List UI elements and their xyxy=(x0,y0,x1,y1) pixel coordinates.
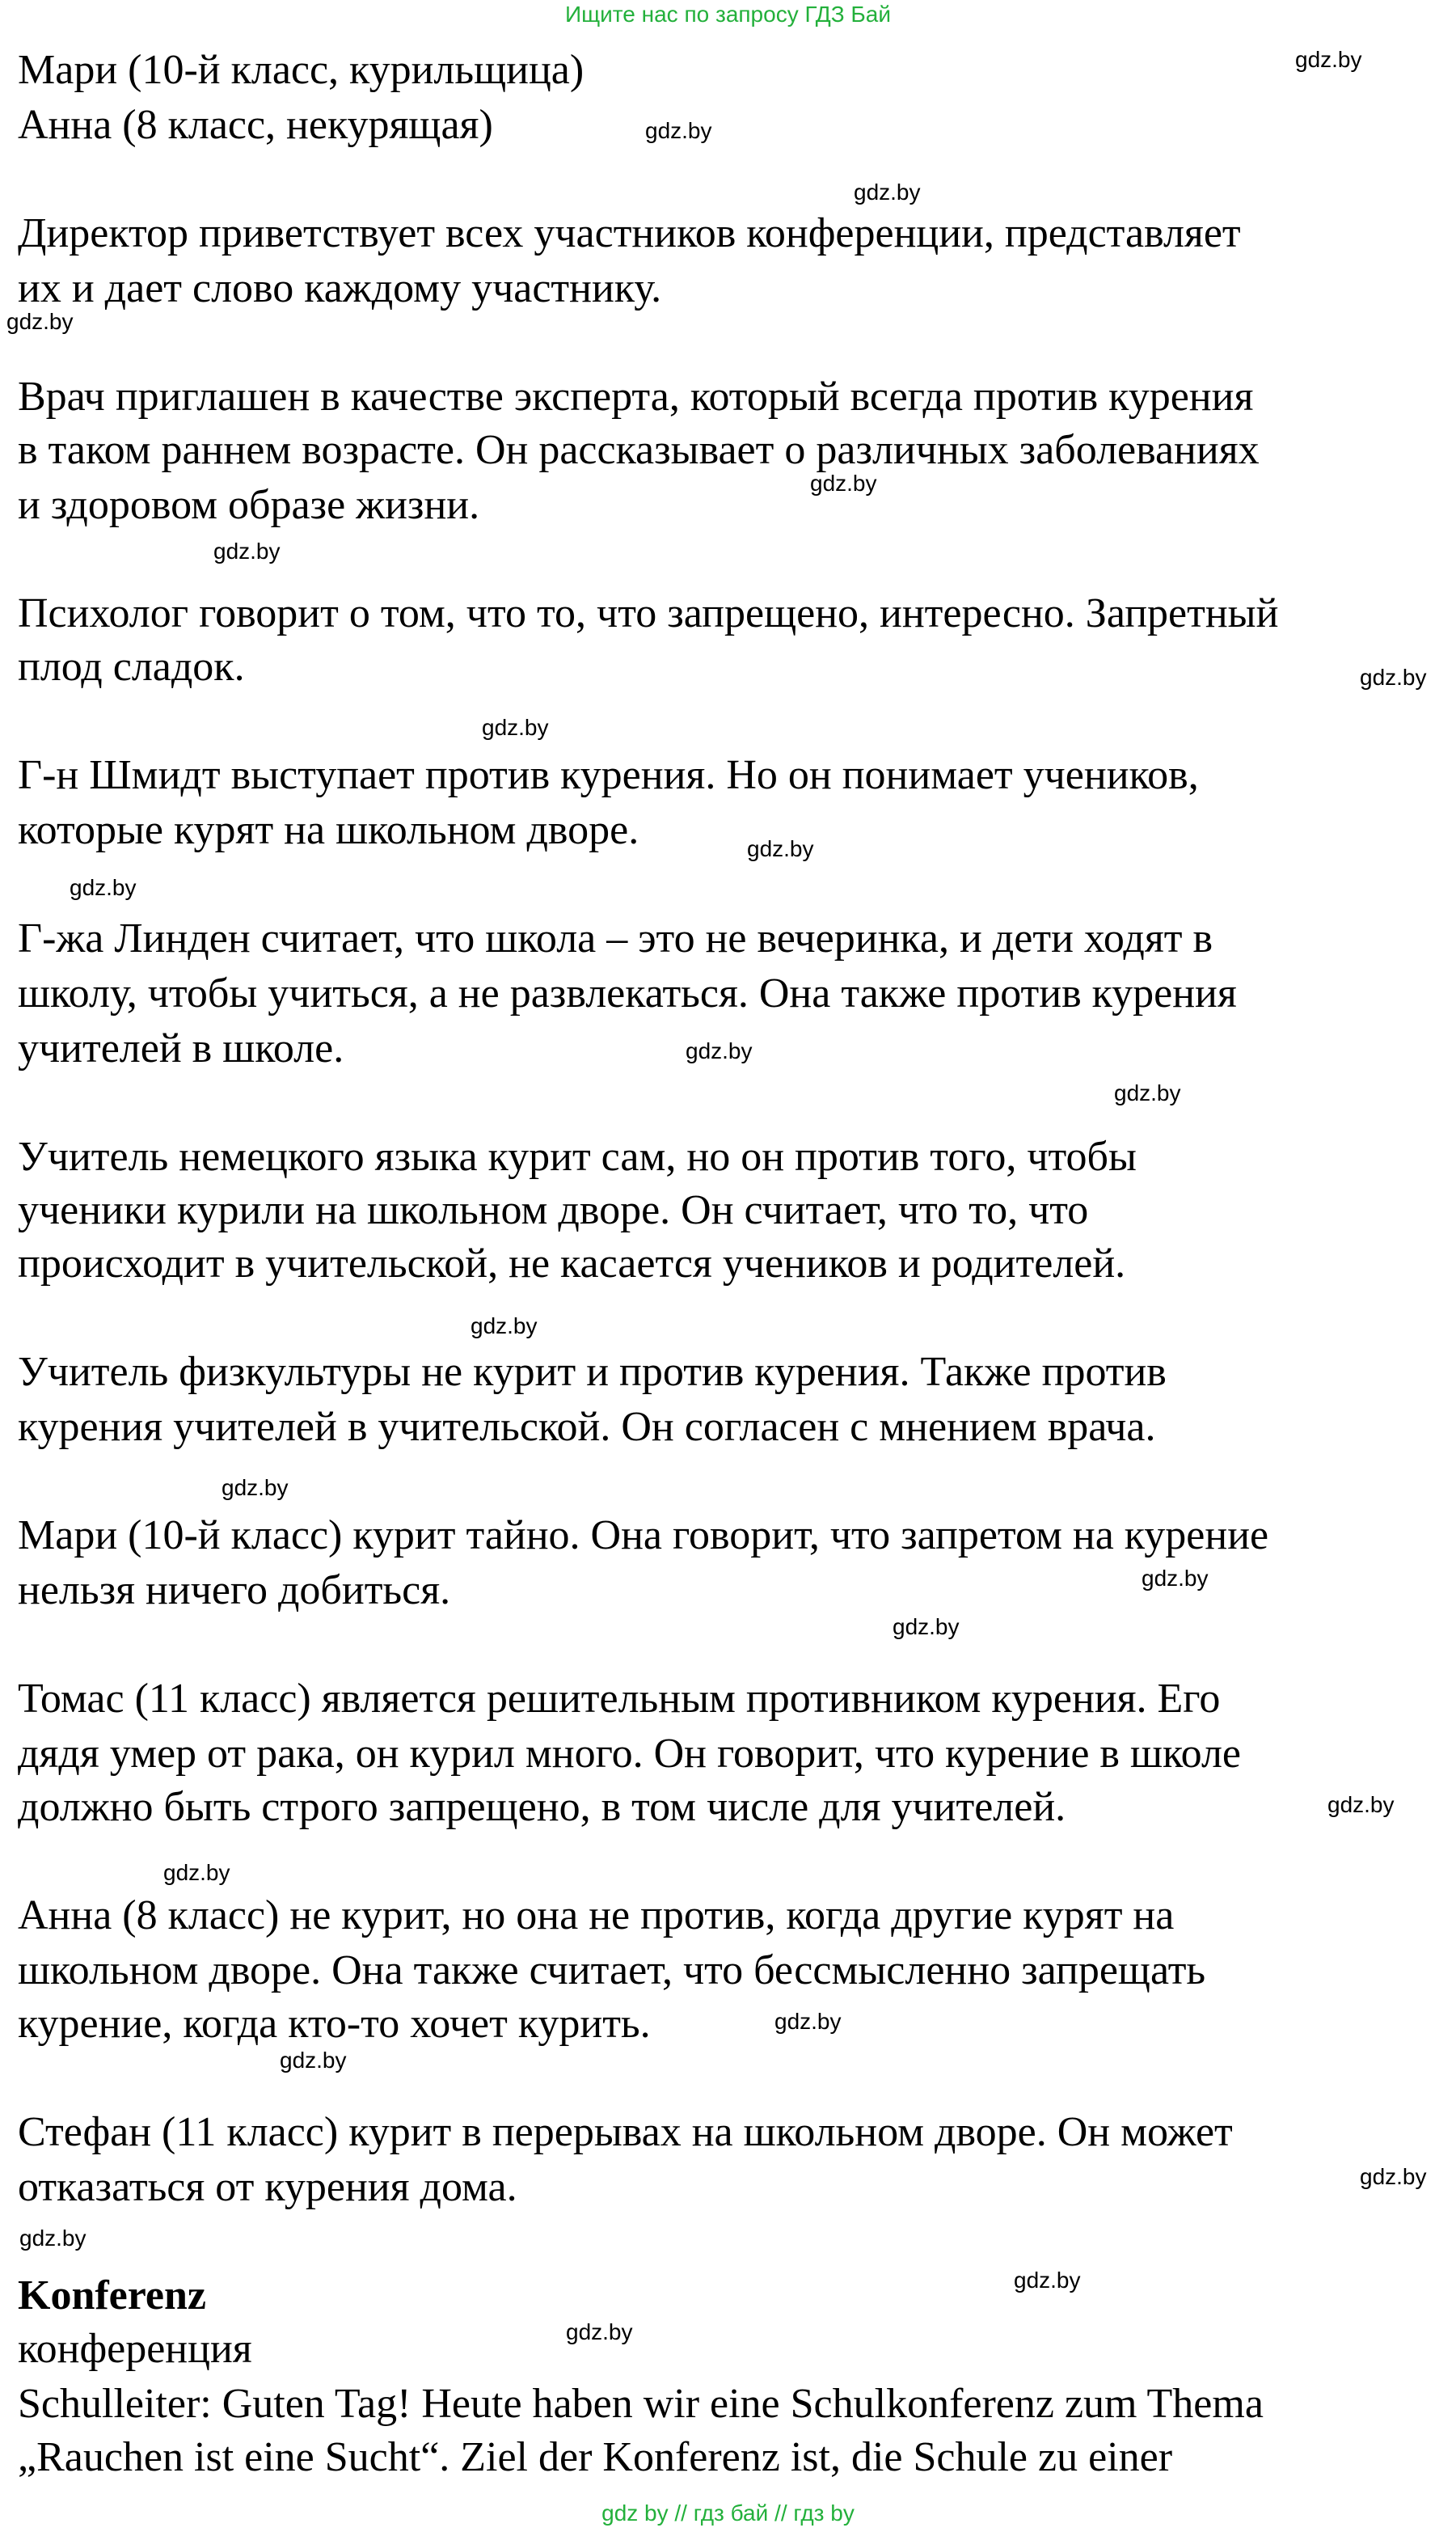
text-line: Учитель физкультуры не курит и против курения. Также против xyxy=(18,1349,1167,1395)
text-line: „Rauchen ist eine Sucht“. Ziel der Konferenz ist, die Schule zu einer xyxy=(18,2434,1173,2480)
text-line: школу, чтобы учиться, а не развлекаться. Она также против курения xyxy=(18,970,1237,1017)
watermark: gdz.by xyxy=(1014,2268,1081,2293)
watermark: gdz.by xyxy=(6,309,74,334)
watermark: gdz.by xyxy=(774,2009,842,2034)
text-line: Schulleiter: Guten Tag! Heute haben wir eine Schulkonferenz zum Thema xyxy=(18,2381,1264,2427)
text-line: Анна (8 класс) не курит, но она не против, когда другие курят на xyxy=(18,1892,1175,1938)
text-line: Учитель немецкого языка курит сам, но он против того, чтобы xyxy=(18,1134,1137,1180)
text-line: отказаться от курения дома. xyxy=(18,2164,517,2210)
watermark: gdz.by xyxy=(810,471,877,496)
watermark: gdz.by xyxy=(1114,1080,1181,1105)
watermark: gdz.by xyxy=(566,2319,633,2344)
text-line: ученики курили на школьном дворе. Он считает, что то, что xyxy=(18,1187,1089,1233)
watermark: gdz.by xyxy=(1327,1792,1395,1817)
watermark: gdz.by xyxy=(1360,2164,1427,2189)
watermark: gdz.by xyxy=(645,118,712,143)
text-line: Томас (11 класс) является решительным противником курения. Его xyxy=(18,1676,1221,1722)
text-line: Мари (10-й класс, курильщица) xyxy=(18,47,585,93)
watermark: gdz.by xyxy=(163,1860,230,1885)
watermark: gdz.by xyxy=(893,1614,960,1639)
watermark: gdz.by xyxy=(482,715,549,740)
text-line: происходит в учительской, не касается учеников и родителей. xyxy=(18,1241,1126,1287)
text-line: школьном дворе. Она также считает, что бессмысленно запрещать xyxy=(18,1947,1206,1993)
text-line: конференция xyxy=(18,2326,252,2372)
text-line: учителей в школе. xyxy=(18,1025,344,1072)
watermark: gdz.by xyxy=(1142,1566,1209,1591)
section-heading: Konferenz xyxy=(18,2272,206,2319)
text-line: Г-жа Линден считает, что школа – это не вечеринка, и дети ходят в xyxy=(18,915,1213,962)
text-line: нельзя ничего добиться. xyxy=(18,1567,451,1613)
text-line: и здоровом образе жизни. xyxy=(18,482,480,528)
text-line: которые курят на школьном дворе. xyxy=(18,807,639,853)
text-line: Мари (10-й класс) курит тайно. Она говорит, что запретом на курение xyxy=(18,1512,1269,1558)
watermark: gdz.by xyxy=(854,180,921,205)
top-banner: Ищите нас по запросу ГДЗ Бай xyxy=(564,2,892,27)
watermark: gdz.by xyxy=(471,1313,538,1338)
watermark: gdz.by xyxy=(747,836,814,861)
watermark: gdz.by xyxy=(280,2048,347,2073)
text-line: дядя умер от рака, он курил много. Он говорит, что курение в школе xyxy=(18,1731,1241,1777)
watermark: gdz.by xyxy=(222,1475,289,1500)
watermark: gdz.by xyxy=(70,875,137,900)
watermark: gdz.by xyxy=(213,539,281,564)
bottom-banner: gdz by // гдз бай // гдз by xyxy=(601,2500,855,2526)
text-line: в таком раннем возрасте. Он рассказывает о различных заболеваниях xyxy=(18,427,1260,473)
text-line: Директор приветствует всех участников конференции, представляет xyxy=(18,210,1241,256)
text-line: Психолог говорит о том, что то, что запрещено, интересно. Запретный xyxy=(18,590,1279,636)
text-line: их и дает слово каждому участнику. xyxy=(18,265,662,311)
text-line: курения учителей в учительской. Он согласен с мнением врача. xyxy=(18,1404,1156,1450)
watermark: gdz.by xyxy=(1295,47,1362,72)
text-line: должно быть строго запрещено, в том числе для учителей. xyxy=(18,1784,1066,1830)
text-line: Врач приглашен в качестве эксперта, который всегда против курения xyxy=(18,374,1254,420)
text-line: Г-н Шмидт выступает против курения. Но он понимает учеников, xyxy=(18,752,1199,798)
watermark: gdz.by xyxy=(1360,665,1427,690)
text-line: Стефан (11 класс) курит в перерывах на школьном дворе. Он может xyxy=(18,2109,1233,2155)
watermark: gdz.by xyxy=(686,1038,753,1063)
watermark: gdz.by xyxy=(19,2226,87,2251)
text-line: Анна (8 класс, некурящая) xyxy=(18,102,493,148)
text-line: плод сладок. xyxy=(18,644,245,690)
text-line: курение, когда кто-то хочет курить. xyxy=(18,2001,651,2047)
